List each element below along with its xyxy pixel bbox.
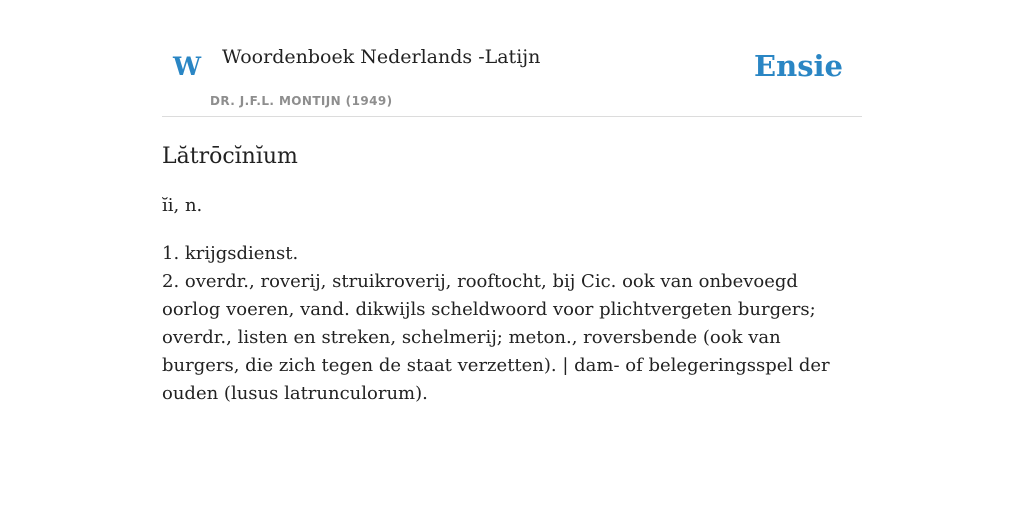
entry-headword: Lătrōcĭnĭum bbox=[162, 144, 298, 169]
dictionary-header bbox=[162, 0, 862, 117]
sense-2: 2. overdr., roverij, struikroverij, rooftocht, bij Cic. ook van onbevoegd oorlog voeren, vand. dikwijls scheldwoord voor plichtvergeten burgers; overdr., listen en streken, schelmerij; meton., roversbende (ook van burgers, die zich tegen de staat verzetten). | dam- of belegeringsspel der ouden (lusus latrunculorum). bbox=[162, 271, 830, 404]
page-content bbox=[162, 0, 862, 408]
entry-grammar: ĭi, n. bbox=[162, 195, 203, 216]
dictionary-logo-icon[interactable]: W bbox=[173, 52, 202, 81]
dictionary-author: DR. J.F.L. MONTIJN (1949) bbox=[210, 94, 393, 108]
sense-1: 1. krijgsdienst. bbox=[162, 243, 299, 264]
ensie-logo[interactable]: Ensie bbox=[754, 49, 843, 83]
entry-definition bbox=[162, 240, 862, 408]
dictionary-title[interactable]: Woordenboek Nederlands -Latijn bbox=[222, 46, 541, 68]
